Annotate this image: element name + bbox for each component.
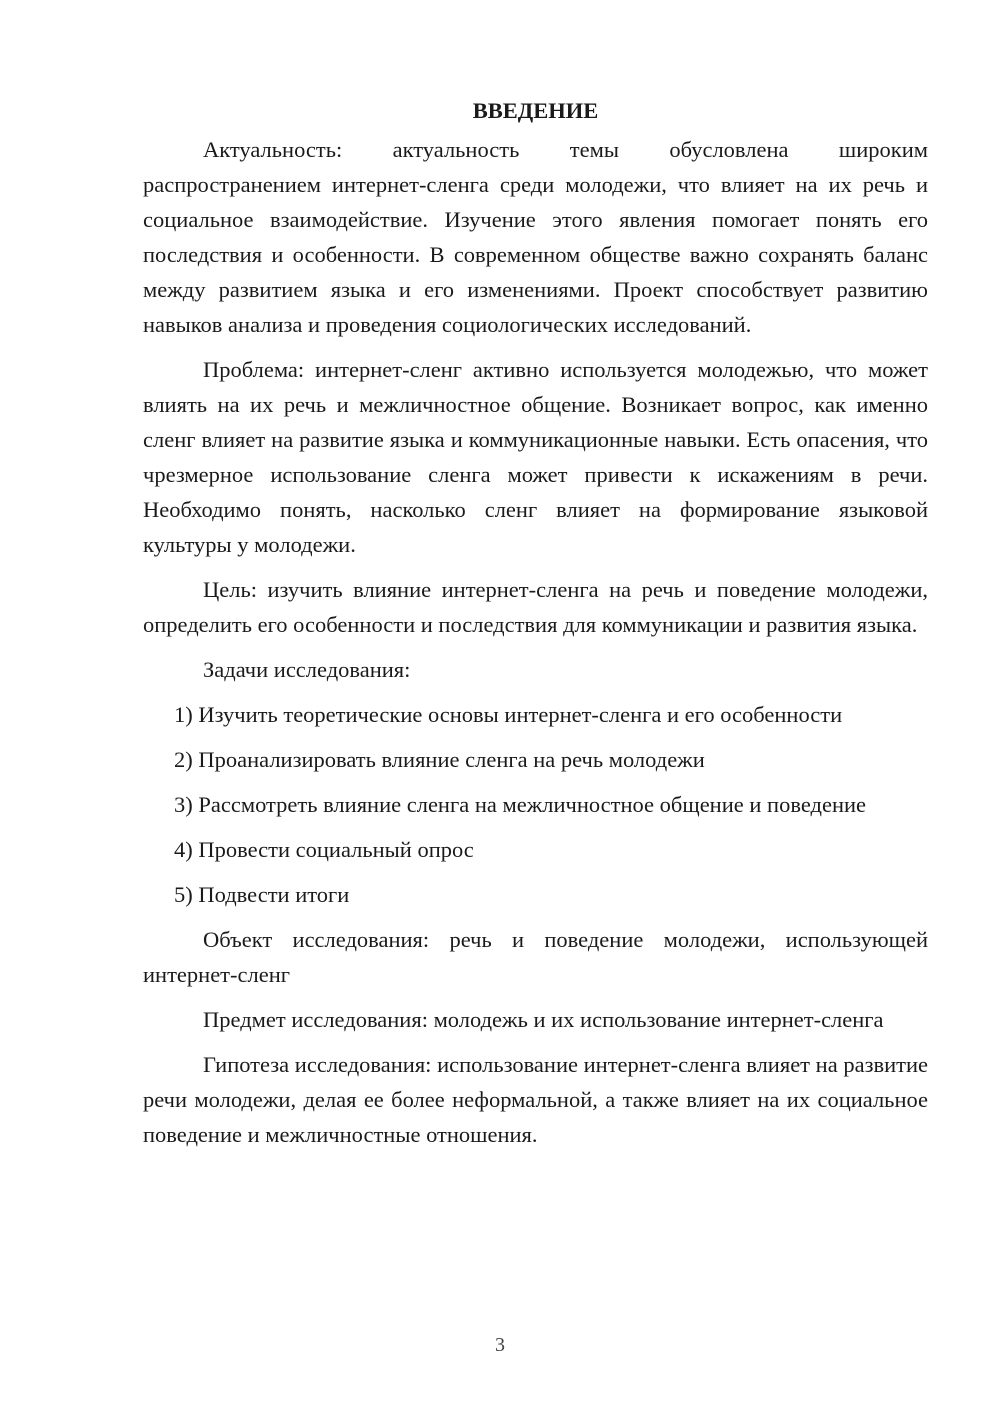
task-item: 2) Проанализировать влияние сленга на речь молодежи xyxy=(174,747,705,772)
tasks-heading: Задачи исследования: xyxy=(203,657,411,682)
task-item: 3) Рассмотреть влияние сленга на межличностное общение и поведение xyxy=(174,792,867,817)
document-page xyxy=(143,96,928,1162)
goal-paragraph: Цель: изучить влияние интернет-сленга на речь и поведение молодежи, определить его особенности и последствия для коммуникации и развития языка. xyxy=(143,577,928,637)
object-paragraph: Объект исследования: речь и поведение молодежи, использующей интернет-сленг xyxy=(143,927,928,987)
relevance-paragraph: Актуальность: актуальность темы обусловлена широким распространением интернет-сленга среди молодежи, что влияет на их речь и социальное взаимодействие. Изучение этого явления помогает понять его последствия и особенности. В современном обществе важно сохранять баланс между развитием языка и его изменениями. Проект способствует развитию навыков анализа и проведения социологических исследований. xyxy=(143,137,928,337)
hypothesis-paragraph: Гипотеза исследования: использование интернет-сленга влияет на развитие речи молодежи, делая ее более неформальной, а также влияет на их социальное поведение и межличностные отношения. xyxy=(143,1052,928,1147)
section-title: ВВЕДЕНИЕ xyxy=(472,98,599,123)
task-item: 5) Подвести итоги xyxy=(174,882,350,907)
problem-paragraph: Проблема: интернет-сленг активно используется молодежью, что может влиять на их речь и межличностное общение. Возникает вопрос, как именно сленг влияет на развитие языка и коммуникационные навыки. Есть опасения, что чрезмерное использование сленга может привести к искажениям в речи. Необходимо понять, насколько сленг влияет на формирование языковой культуры у молодежи. xyxy=(143,357,928,557)
task-item: 1) Изучить теоретические основы интернет-сленга и его особенности xyxy=(174,702,843,727)
tasks-list xyxy=(143,697,928,912)
subject-paragraph: Предмет исследования: молодежь и их использование интернет-сленга xyxy=(203,1007,884,1032)
page-number: 3 xyxy=(495,1334,505,1356)
task-item: 4) Провести социальный опрос xyxy=(174,837,474,862)
